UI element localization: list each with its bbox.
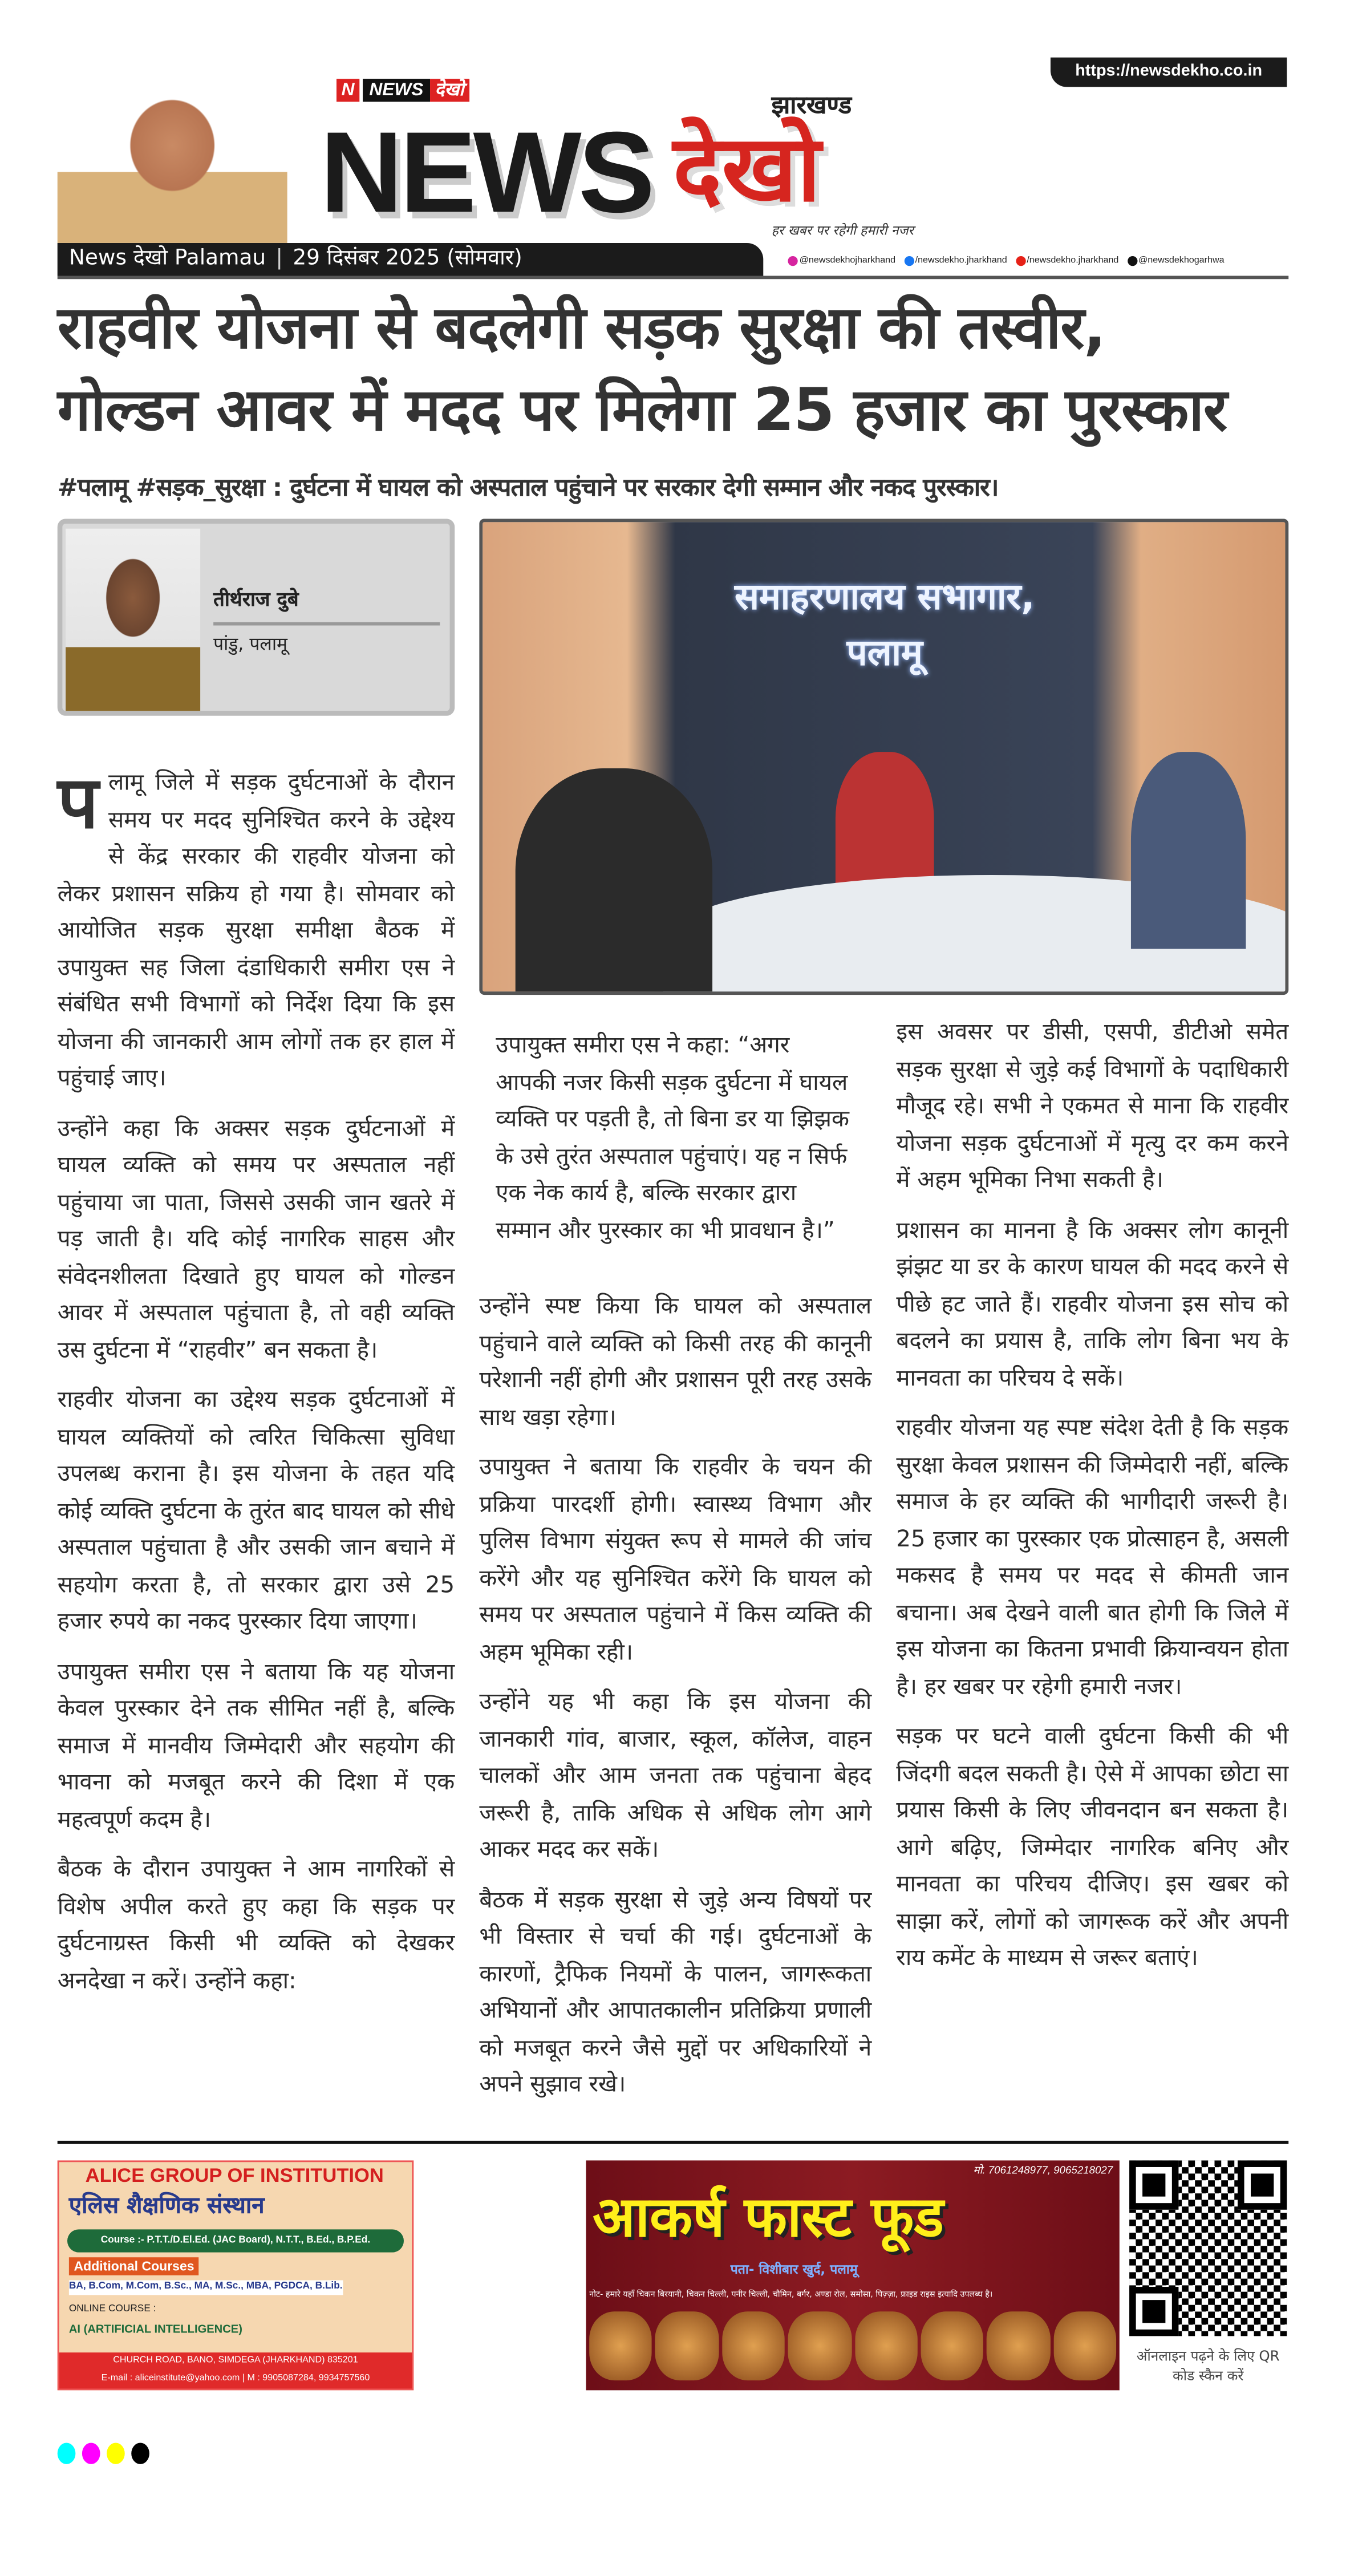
social-facebook[interactable] [903,254,1007,268]
ad-title: आकर्ष फास्ट फूड [592,2185,944,2251]
food-image [655,2311,718,2380]
photo-sign [671,572,1098,683]
paragraph: उन्होंने स्पष्ट किया कि घायल को अस्पताल पहुंचाने वाले व्यक्ति को किसी तरह की कानूनी परेशानी नहीं होगी और प्रशासन पूरी तरह उसके साथ खड़ा रहेगा। [479,1293,872,1431]
small-logo [336,79,469,102]
header-divider [58,276,1289,278]
ad-phone: मो. 7061248977, 9065218027 [973,2165,1113,2177]
logo-state: झारखण्ड [771,90,852,120]
food-images [589,2311,1116,2380]
photo-person [516,768,712,995]
paragraph: बैठक के दौरान उपायुक्त ने आम नागरिकों से विशेष अपील करते हुए कहा कि सड़क पर दुर्घटनाग्रस्त किसी भी व्यक्ति को देखकर अनदेखा न करें। उन्होंने कहा: [57,1857,455,1994]
ad-ai-course: AI (ARTIFICIAL INTELLIGENCE) [68,2324,242,2336]
ad-course: Course :- P.T.T./D.El.Ed. (JAC Board), N.T.T., B.Ed., B.P.Ed. [67,2229,404,2252]
ad-menu: नोट- हमारे यहाँ चिकन बिरयानी, चिकन चिल्ली, पनीर चिल्ली, चौमिन, बर्गर, अण्डा रोल, समोसा, पिज़्ज़ा, फ्राइड राइस इत्यादि उपलब्ध है। [589,2290,993,2300]
food-image [1053,2311,1116,2380]
paragraph: इस अवसर पर डीसी, एसपी, डीटीओ समेत सड़क सुरक्षा से जुड़े कई विभागों के पदाधिकारी मौजूद रहे। सभी ने एकमत से माना कि राहवीर योजना सड़क दुर्घटनाओं में मृत्यु दर कम करने में अहम भूमिका निभा सकती है। [896,1019,1289,1194]
paragraph: उन्होंने यह भी कहा कि इस योजना की जानकारी गांव, बाजार, स्कूल, कॉलेज, वाहन चालकों और आम जनता तक पहुंचाना बेहद जरूरी है, ताकि अधिक से अधिक लोग आगे आकर मदद कर सकें। [479,1689,872,1864]
food-image [987,2311,1049,2380]
ad-online-label: ONLINE COURSE : [68,2304,156,2315]
article-flow [58,289,1289,2471]
photo-sign-line: समाहरणालय सभागार, [735,578,1035,619]
small-logo-n: N [336,79,359,102]
cyan-mark [58,2443,76,2464]
founder-portrait [58,66,287,243]
paragraph: उन्होंने कहा कि अक्सर सड़क दुर्घटनाओं में घायल व्यक्ति को समय पर अस्पताल नहीं पहुंचाया जा पाता, जिससे उसकी जान खतरे में पड़ जाती है। यदि कोई नागरिक साहस और संवेदनशीलता दिखाते हुए घायल को गोल्डन आवर में अस्पताल पहुंचाता है, तो वही व्यक्ति उस दुर्घटना में “राहवीर” बन सकता है। [57,1115,455,1364]
food-image [722,2311,785,2380]
ad-contact: E-mail : aliceinstitute@yahoo.com | M : 9905087284, 9934757560 [101,2374,370,2384]
magenta-mark [82,2443,100,2464]
paragraph: प्रशासन का मानना है कि अक्सर लोग कानूनी झंझट या डर के कारण घायल की मदद करने से पीछे हट जाते हैं। राहवीर योजना इस सोच को बदलने का प्रयास है, ताकि लोग बिना भय के मानवता का परिचय दे सकें। [896,1217,1289,1392]
photo-person [1131,752,1246,949]
ad-title: ALICE GROUP OF INSTITUTION [85,2164,384,2187]
print-color-marks [58,2443,1289,2470]
ad-additional-list: BA, B.Com, M.Com, B.Sc., MA, M.Sc., MBA, PGDCA, B.Lib. [69,2281,343,2295]
paragraph: राहवीर योजना यह स्पष्ट संदेश देती है कि सड़क सुरक्षा केवल प्रशासन की जिम्मेदारी नहीं, बल्कि समाज के हर व्यक्ति की भागीदारी जरूरी है। 25 हजार का पुरस्कार एक प्रोत्साहन है, असली मकसद है समय पर मदद से कीमती जान बचाना। अब देखने वाली बात होगी कि जिले में इस योजना का कितना प्रभावी क्रियान्वयन होता है। हर खबर पर रहेगी हमारी नजर। [896,1415,1289,1700]
ad-address: पता- विशीबार खुर्द, पलामू [730,2262,858,2277]
food-image [921,2311,983,2380]
ads-row [58,2160,1289,2390]
ad-address: CHURCH ROAD, BANO, SIMDEGA (JHARKHAND) 835201 [113,2355,358,2366]
qr-finder [1129,2287,1178,2336]
headline-line-1: राहवीर योजना से बदलेगी सड़क सुरक्षा की तस्वीर, [57,295,1105,363]
paragraph: राहवीर योजना का उद्देश्य सड़क दुर्घटनाओं में घायल व्यक्तियों को त्वरित चिकित्सा सुविधा उपलब्ध कराना है। इस योजना के तहत यदि कोई व्यक्ति दुर्घटना के तुरंत बाद घायल को सीधे अस्पताल पहुंचाता है और उसकी जान बचाने में सहयोग करता है, तो सरकार द्वारा उसे 25 हजार रुपये का नकद पुरस्कार दिया जाएगा। [57,1387,455,1635]
drop-cap: प [57,762,99,846]
article-body [58,519,1289,2117]
paragraph [57,762,455,1097]
article-column-right [896,1015,1288,1991]
logo-news: NEWS [320,108,652,237]
paragraph: सड़क पर घटने वाली दुर्घटना किसी की भी जिंदगी बदल सकती है। ऐसे में आपका छोटा सा प्रयास किसी के लिए जीवनदान बन सकता है। आगे बढ़िए, जिम्मेदार नागरिक बनिए और मानवता का परिचय दीजिए। इस खबर को साझा करें, लोगों को जागरूक करें और अपनी राय कमेंट के माध्यम से जरूर बताएं। [896,1723,1289,1972]
paragraph: उपायुक्त ने बताया कि राहवीर के चयन की प्रक्रिया पारदर्शी होगी। स्वास्थ्य विभाग और पुलिस विभाग संयुक्त रूप से मामले की जांच करेंगे और यह सुनिश्चित करेंगे कि घायल को समय पर अस्पताल पहुंचाने में किस व्यक्ति की अहम भूमिका रही। [479,1454,872,1666]
right-stack [479,519,1288,2117]
social-handle: @newsdekhogarhwa [1138,256,1225,266]
social-x[interactable] [1127,254,1225,268]
food-image [788,2311,851,2380]
social-youtube[interactable] [1015,254,1118,268]
website-url-badge[interactable]: https://newsdekho.co.in [1051,58,1287,87]
paragraph-text: लामू जिले में सड़क दुर्घटनाओं के दौरान समय पर मदद सुनिश्चित करने के उद्देश्य से केंद्र सरकार की राहवीर योजना को लेकर प्रशासन सक्रिय हो गया है। सोमवार को आयोजित सड़क सुरक्षा समीक्षा बैठक में उपायुक्त सह जिला दंडाधिकारी समीरा एस ने संबंधित सभी विभागों को निर्देश दिया कि इस योजना की जानकारी आम लोगों तक हर हाल में पहुंचाई जाए। [57,769,455,1092]
footer [58,2140,1289,2470]
edition-name: News देखो Palamau [68,246,266,271]
food-image [854,2311,917,2380]
pull-quote: उपायुक्त समीरा एस ने कहा: “अगर आपकी नजर किसी सड़क दुर्घटना में घायल व्यक्ति पर पड़ती है, तो बिना डर या झिझक के उसे तुरंत अस्पताल पहुंचाएं। यह न सिर्फ एक नेक कार्य है, बल्कि सरकार द्वारा सम्मान और पुरस्कार का भी प्रावधान है।” [496,1032,849,1244]
qr-finder [1129,2160,1178,2209]
left-stack [58,519,455,2012]
fast-food-ad[interactable] [586,2160,1119,2390]
tagline: हर खबर पर रहेगी हमारी नजर [771,223,914,238]
logo-dekho: देखो [672,116,821,224]
article-column-left [57,762,455,1999]
qr-code[interactable] [1129,2160,1287,2336]
issue-date: 29 दिसंबर 2025 (सोमवार) [293,246,522,271]
social-handle: /newsdekho.jharkhand [1027,256,1119,266]
headline-line-2: गोल्डन आवर में मदद पर मिलेगा 25 हजार का पुरस्कार [57,377,1227,445]
x-icon [1127,256,1137,265]
instagram-icon [788,256,797,265]
article-column-middle [479,1289,871,2104]
social-handle: /newsdekho.jharkhand [915,256,1007,266]
photo-sign-line: पलामू [846,633,923,675]
black-mark [131,2443,149,2464]
social-handles [788,254,1288,268]
social-instagram[interactable] [788,254,895,268]
author-place: पांडु, पलामू [213,633,287,655]
author-divider [213,622,440,625]
ad-footer [59,2352,412,2390]
footer-divider [58,2140,1289,2144]
social-handle: @newsdekhojharkhand [799,256,896,266]
qr-caption: ऑनलाइन पढ़ने के लिए QR कोड स्कैन करें [1136,2349,1280,2385]
meeting-photo [479,519,1288,995]
paragraph: बैठक में सड़क सुरक्षा से जुड़े अन्य विषयों पर भी विस्तार से चर्चा की गई। दुर्घटनाओं के कारणों, ट्रैफिक नियमों के पालन, जागरूकता अभियानों और आपातकालीन प्रतिक्रिया प्रणाली को मजबूत करने जैसे मुद्दों पर अधिकारियों ने अपने सुझाव रखे। [479,1887,872,2099]
yellow-mark [107,2443,125,2464]
youtube-icon [1015,256,1025,265]
facebook-icon [903,256,913,265]
author-photo [66,529,200,711]
paragraph: उपायुक्त समीरा एस ने बताया कि यह योजना केवल पुरस्कार देने तक सीमित नहीं है, बल्कि समाज में मानवीय जिम्मेदारी और सहयोग की भावना को मजबूत करने की दिशा में एक महत्वपूर्ण कदम है। [57,1659,455,1833]
alice-institution-ad[interactable] [58,2160,414,2390]
subheadline: #पलामू #सड़क_सुरक्षा : दुर्घटना में घायल को अस्पताल पहुंचाने पर सरकार देगी सम्मान और नकद पुरस्कार। [57,472,999,503]
food-image [589,2311,652,2380]
ad-hindi-title: एलिस शैक्षणिक संस्थान [68,2193,265,2220]
separator: | [275,246,283,271]
middle-stack [479,1015,871,2117]
author-name: तीर्थराज दुबे [213,588,299,611]
qr-finder [1238,2160,1287,2209]
lower-columns [479,1015,1288,2117]
small-logo-news: NEWS [363,79,430,102]
ad-additional-label: Additional Courses [69,2257,199,2275]
small-logo-dekho: देखो [430,79,469,102]
headline [58,289,1289,453]
author-box [58,519,455,715]
edition-date-bar [58,243,764,276]
